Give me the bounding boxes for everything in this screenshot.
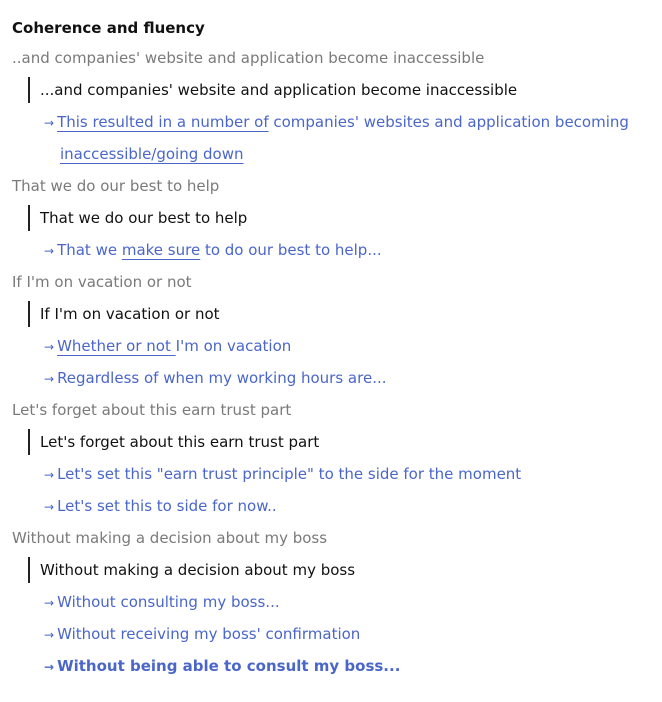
suggestion-text: Without consulting my boss... [57, 593, 280, 611]
suggestion-rest: companies' websites and application becoming [268, 113, 629, 131]
arrow-right-icon: → [44, 596, 55, 610]
source-phrase: Let's forget about this earn trust part [12, 401, 292, 419]
quoted-phrase: If I'm on vacation or not [28, 301, 650, 327]
source-phrase: Without making a decision about my boss [12, 529, 328, 547]
source-phrase: That we do our best to help [12, 177, 220, 195]
arrow-right-icon: → [44, 372, 55, 386]
suggestion-item[interactable] [12, 458, 650, 490]
source-phrase: ..and companies' website and application become inaccessible [12, 49, 485, 67]
source-phrase: If I'm on vacation or not [12, 273, 192, 291]
section-title: Coherence and fluency [12, 19, 205, 37]
suggestion-text: Without receiving my boss' confirmation [57, 625, 361, 643]
suggestion-item-selected[interactable] [12, 650, 650, 682]
suggestion-continuation-text: inaccessible/going down [60, 145, 244, 163]
quoted-phrase: Let's forget about this earn trust part [28, 429, 650, 455]
arrow-right-icon: → [44, 500, 55, 514]
quoted-phrase: That we do our best to help [28, 205, 650, 231]
quoted-phrase: Without making a decision about my boss [28, 557, 650, 583]
arrow-right-icon: → [44, 340, 55, 354]
arrow-right-icon: → [44, 116, 55, 130]
suggestion-item[interactable] [12, 330, 650, 362]
suggestion-text: Without being able to consult my boss... [57, 657, 401, 675]
suggestion-item[interactable] [12, 234, 650, 266]
suggestion-highlight: make sure [121, 241, 201, 259]
suggestion-highlight: Whether or not [57, 337, 176, 355]
arrow-right-icon: → [44, 244, 55, 258]
suggestion-highlight: This resulted in a number of [57, 113, 269, 131]
suggestion-text: Let's set this "earn trust principle" to the side for the moment [57, 465, 522, 483]
arrow-right-icon: → [44, 660, 55, 674]
suggestion-item[interactable] [12, 586, 650, 618]
suggestion-rest: to do our best to help... [200, 241, 382, 259]
suggestion-continuation[interactable] [12, 138, 650, 170]
arrow-right-icon: → [44, 468, 55, 482]
suggestion-item[interactable] [12, 618, 650, 650]
suggestion-item[interactable] [12, 490, 650, 522]
suggestion-text: Let's set this to side for now.. [57, 497, 277, 515]
suggestion-rest: I'm on vacation [175, 337, 292, 355]
suggestion-item[interactable] [12, 106, 650, 138]
arrow-right-icon: → [44, 628, 55, 642]
suggestion-item[interactable] [12, 362, 650, 394]
suggestion-text: Regardless of when my working hours are... [57, 369, 387, 387]
quoted-phrase: ...and companies' website and application become inaccessible [28, 77, 650, 103]
suggestion-prefix: That we [57, 241, 122, 259]
